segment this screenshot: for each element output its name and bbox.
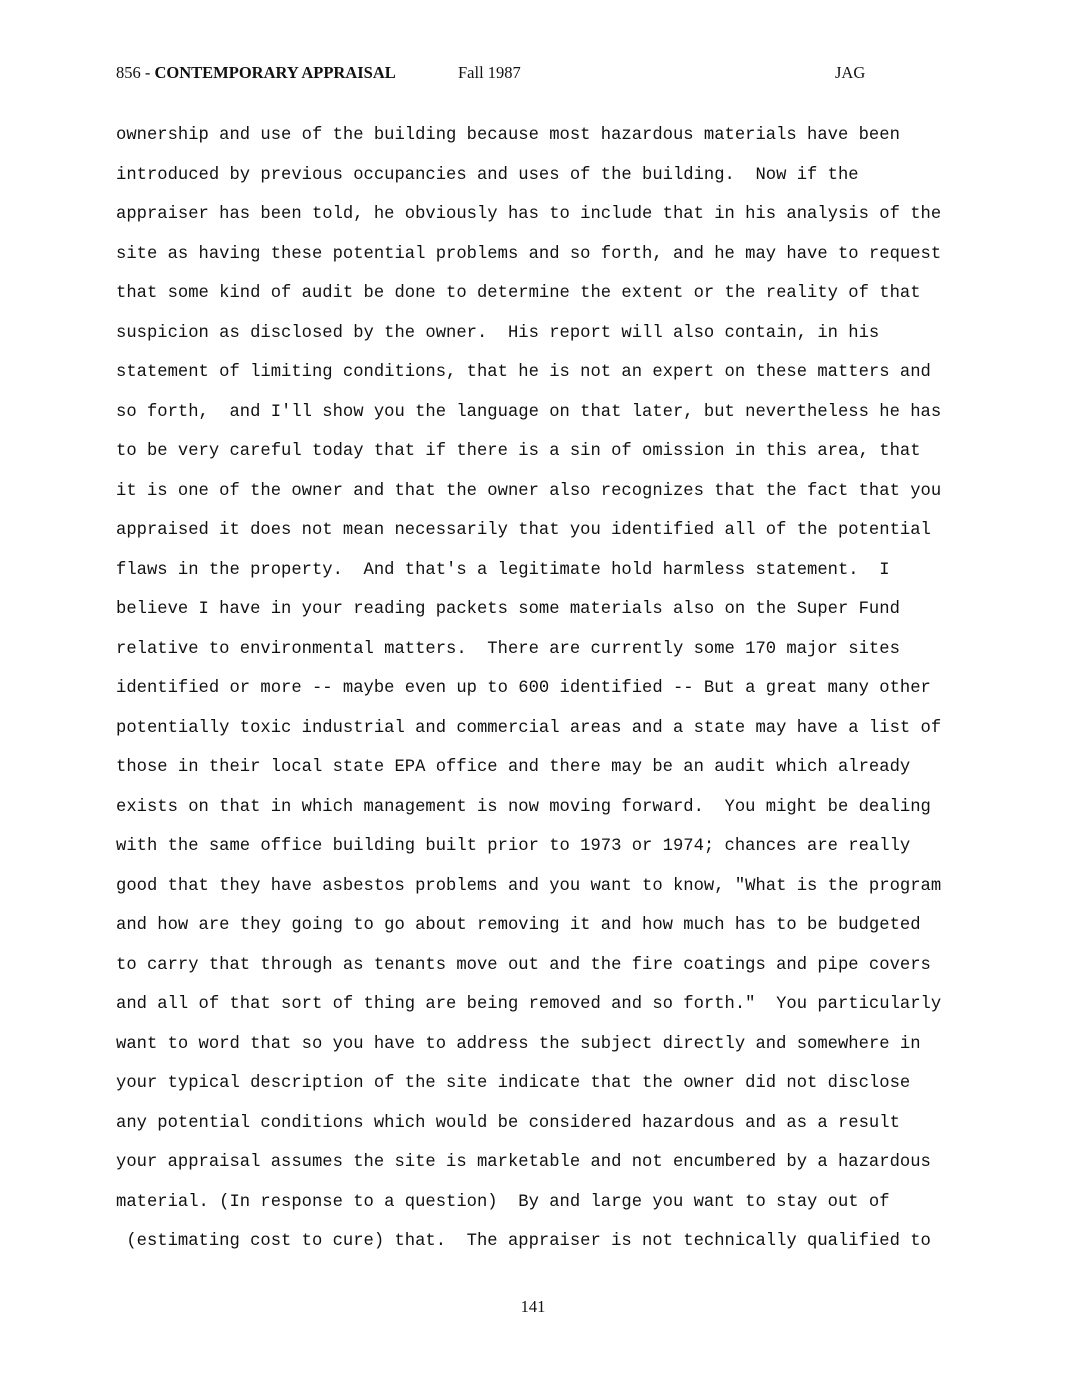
page-header	[116, 62, 876, 86]
page-number: 141	[520, 1297, 546, 1316]
body-line: potentially toxic industrial and commercial areas and a state may have a list of	[116, 718, 942, 738]
body-line: believe I have in your reading packets some materials also on the Super Fund	[116, 600, 900, 619]
body-line: statement of limiting conditions, that he is not an expert on these matters and	[116, 363, 931, 382]
body-line: good that they have asbestos problems and you want to know, "What is the program	[116, 876, 942, 896]
body-line: that some kind of audit be done to determine the extent or the reality of that	[116, 284, 921, 303]
body-line: appraised it does not mean necessarily that you identified all of the potential	[116, 521, 931, 540]
body-line: and how are they going to go about removing it and how much has to be budgeted	[116, 916, 921, 935]
author-initials: JAG	[835, 63, 866, 82]
body-line: to carry that through as tenants move out and the fire coatings and pipe covers	[116, 955, 931, 975]
course-number: 856 -	[116, 63, 155, 82]
transcript-body	[116, 122, 966, 1268]
body-line: your appraisal assumes the site is marketable and not encumbered by a hazardous	[116, 1153, 931, 1172]
body-line: to be very careful today that if there is a sin of omission in this area, that	[116, 442, 921, 461]
body-line: introduced by previous occupancies and uses of the building. Now if the	[116, 165, 859, 185]
body-line: suspicion as disclosed by the owner. His report will also contain, in his	[116, 323, 880, 343]
course-heading	[116, 62, 396, 84]
course-title: CONTEMPORARY APPRAISAL	[154, 63, 396, 82]
body-line: your typical description of the site indicate that the owner did not disclose	[116, 1074, 911, 1093]
body-line: site as having these potential problems and so forth, and he may have to request	[116, 244, 942, 264]
body-line: so forth, and I'll show you the language on that later, but nevertheless he has	[116, 402, 942, 422]
body-line: flaws in the property. And that's a legitimate hold harmless statement. I	[116, 560, 890, 580]
body-line: (estimating cost to cure) that. The appraiser is not technically qualified to	[116, 1232, 931, 1251]
body-line: ownership and use of the building because most hazardous materials have been	[116, 126, 900, 145]
body-line: want to word that so you have to address the subject directly and somewhere in	[116, 1034, 921, 1054]
body-line: relative to environmental matters. There are currently some 170 major sites	[116, 639, 900, 659]
term-label: Fall 1987	[458, 63, 521, 82]
body-line: appraiser has been told, he obviously has to include that in his analysis of the	[116, 205, 942, 224]
body-line: identified or more -- maybe even up to 600 identified -- But a great many other	[116, 679, 931, 698]
body-line: those in their local state EPA office and there may be an audit which already	[116, 758, 911, 777]
body-line: exists on that in which management is now moving forward. You might be dealing	[116, 797, 931, 817]
body-line: with the same office building built prior to 1973 or 1974; chances are really	[116, 837, 911, 856]
body-line: it is one of the owner and that the owner also recognizes that the fact that you	[116, 481, 942, 501]
body-line: and all of that sort of thing are being removed and so forth." You particularly	[116, 995, 942, 1014]
body-line: any potential conditions which would be considered hazardous and as a result	[116, 1113, 900, 1133]
body-line: material. (In response to a question) By and large you want to stay out of	[116, 1192, 890, 1212]
